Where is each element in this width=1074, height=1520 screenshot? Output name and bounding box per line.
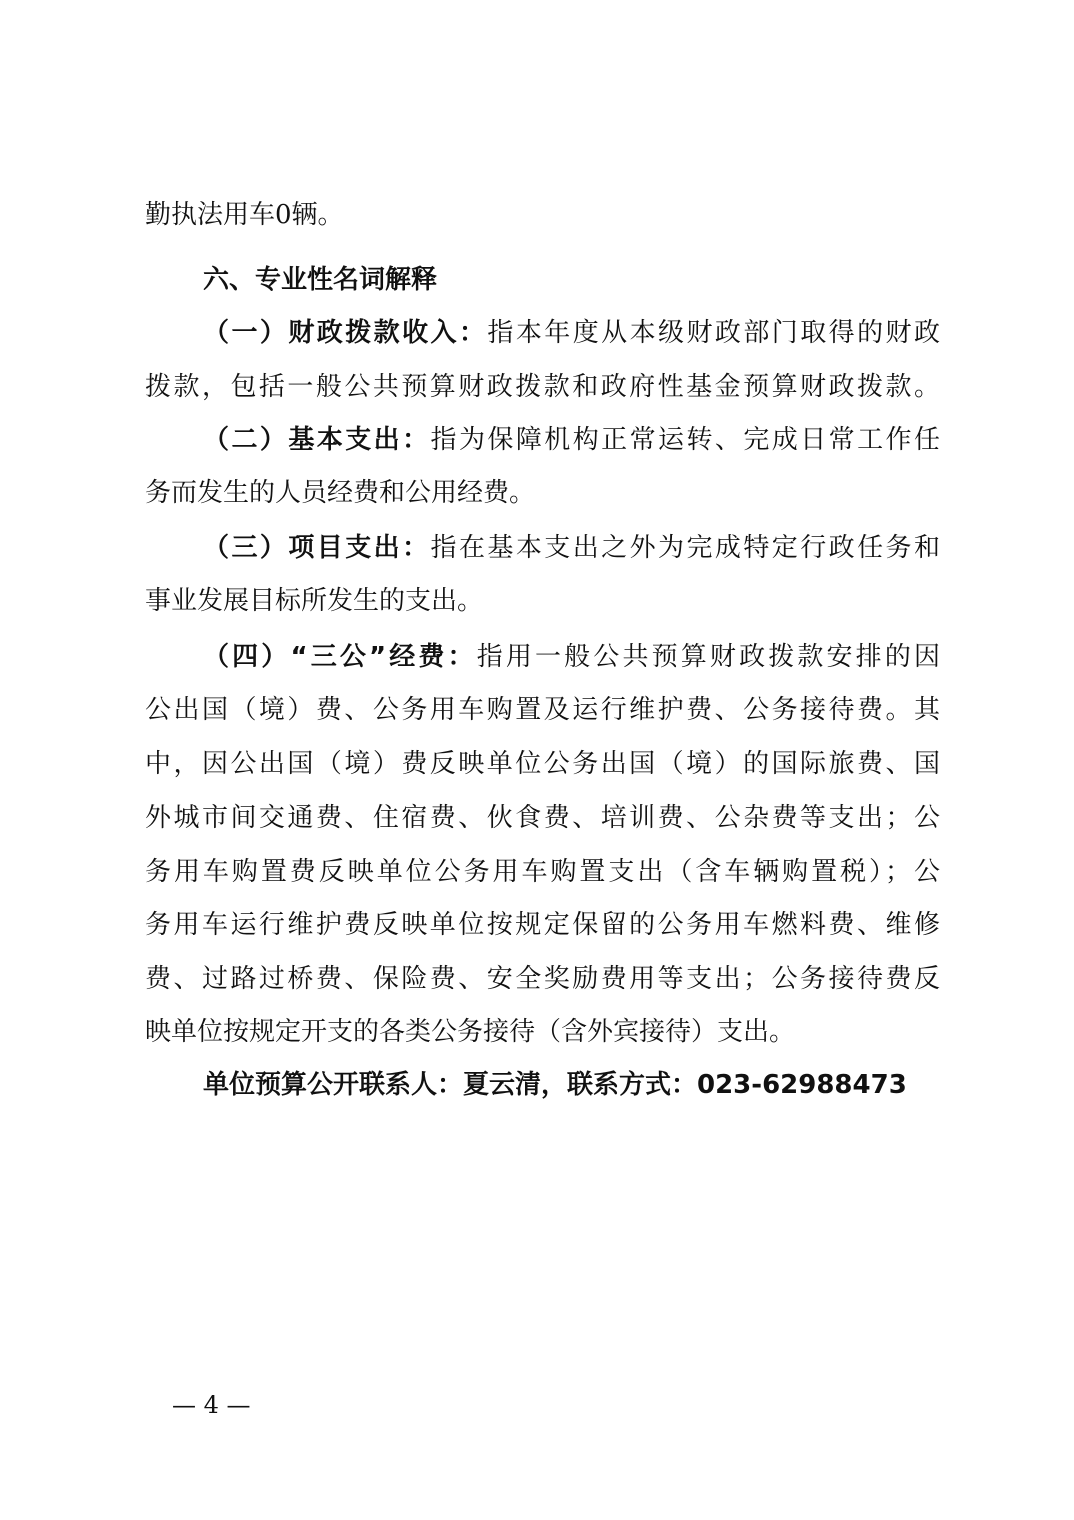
term-4-line: 费、过路过桥费、保险费、安全奖励费用等支出；公务接待费反 [145,964,940,994]
term-2-text: 指为保障机构正常运转、完成日常工作任 [430,425,940,455]
term-3-line: 事业发展目标所发生的支出。 [145,586,484,616]
term-4-line: 中，因公出国（境）费反映单位公务出国（境）的国际旅费、国 [145,749,940,779]
term-1-text: 指本年度从本级财政部门取得的财政 [487,318,940,348]
term-2-line [203,423,940,457]
term-1-line: 拨款，包括一般公共预算财政拨款和政府性基金预算财政拨款。 [145,372,940,402]
term-3-line [203,531,940,565]
section-heading: 六、专业性名词解释 [203,265,438,295]
intro-tail-text: 勤执法用车0辆。 [145,200,344,230]
term-4-text: 指用一般公共预算财政拨款安排的因 [476,642,940,672]
term-4-line: 务用车购置费反映单位公务用车购置支出（含车辆购置税）；公 [145,857,940,887]
term-4-title: （四）“三公”经费： [203,642,477,672]
term-1-title: （一）财政拨款收入： [203,318,488,348]
term-2-title: （二）基本支出： [203,425,431,455]
contact-line: 单位预算公开联系人：夏云清，联系方式：023-62988473 [203,1070,907,1100]
term-3-title: （三）项目支出： [203,533,431,563]
page-number: — 4 — [172,1391,251,1419]
term-4-line: 映单位按规定开支的各类公务接待（含外宾接待）支出。 [145,1017,796,1047]
term-3-text: 指在基本支出之外为完成特定行政任务和 [430,533,940,563]
term-1-line [203,316,940,350]
term-4-line: 外城市间交通费、住宿费、伙食费、培训费、公杂费等支出；公 [145,803,940,833]
term-4-line: 务用车运行维护费反映单位按规定保留的公务用车燃料费、维修 [145,910,940,940]
term-4-line [203,640,940,674]
term-4-line: 公出国（境）费、公务用车购置及运行维护费、公务接待费。其 [145,695,940,725]
term-2-line: 务而发生的人员经费和公用经费。 [145,478,536,508]
